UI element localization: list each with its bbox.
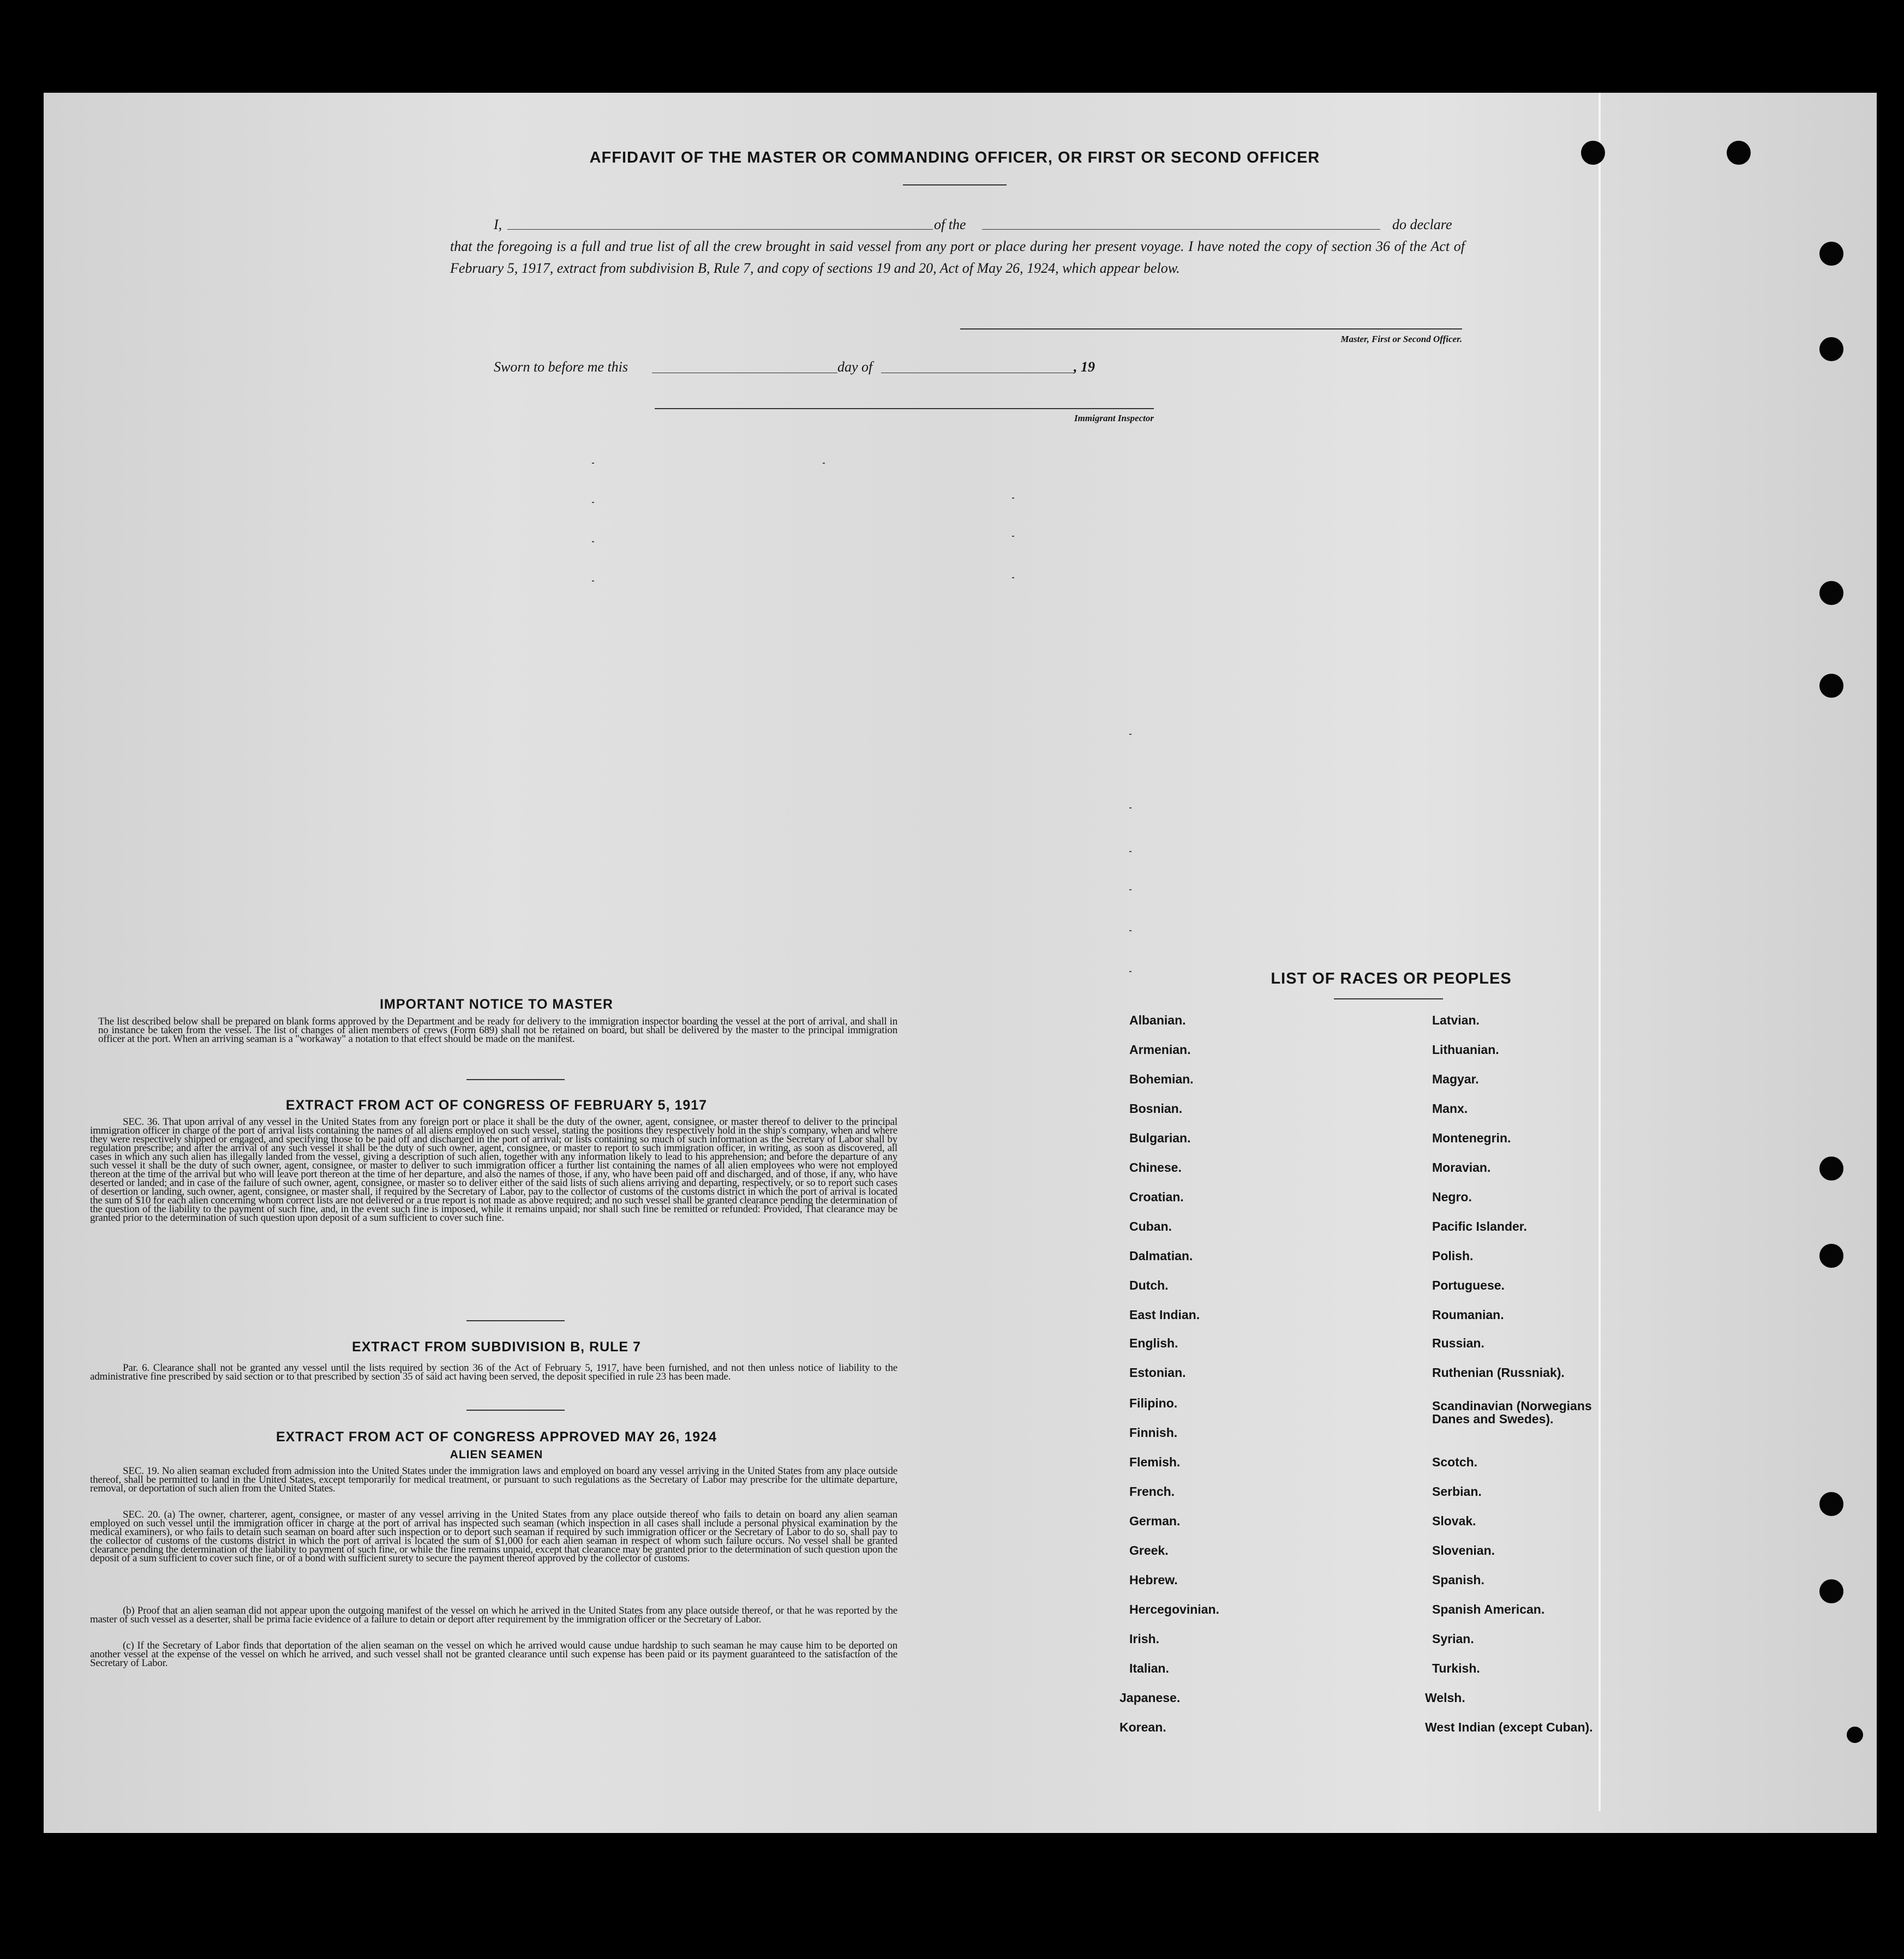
race-item: Japanese. [1119,1691,1181,1705]
binder-hole [1581,141,1605,165]
extract-1917-title: EXTRACT FROM ACT OF CONGRESS OF FEBRUARY 5, 1917 [285,1098,708,1113]
race-item: Pacific Islander. [1432,1219,1527,1233]
race-item: Syrian. [1432,1632,1474,1646]
bleed-mark [592,541,594,542]
race-item: Lithuanian. [1432,1043,1499,1057]
extract-1917-text: SEC. 36. That upon arrival of any vessel in the United States from any foreign port or place it shall be the duty of the owner, agent, consignee, or master thereof to deliver to the principal immigration officer in charge of the port of arrival lists containing the names of all aliens employed on such vessel, stating the positions they respectively hold in the ship's company, when and where they were respectively shipped or engaged, and specifying those to be paid off and discharged in the port of arrival; or lists containing so much of such information as the Secretary of Labor shall by regulation prescribe; and after the arrival of any such vessel it shall be the duty of such owner, agent, consignee, or master to report to such immigration officer, in writing, as soon as discovered, all cases in which any such alien has illegally landed from the vessel, giving a description of such alien, together with any information likely to lead to his apprehension; and before the departure of any such vessel it shall be the duty of such owner, agent, consignee, or master to deliver to such immigration officer a further list containing the names of all alien employees who were not employed thereon at the time of the arrival but who will leave port thereon at the time of her departure, and also the names of those, if any, who have been paid off and discharged, and of those, if any, who have deserted or landed; and in case of the failure of such owner, agent, consignee, or master so to deliver either of the said lists of such aliens arriving and departing, respectively, or so to report such cases of desertion or landing, such owner, agent, consignee, or master shall, if required by the Secretary of Labor, pay to the collector of customs of the customs district in which the port of arrival is located the sum of $10 for each alien concerning whom correct lists are not delivered or a true report is not made as above required; and no such vessel shall be granted clearance pending the determination of the question of the liability to the payment of such fine, and, in the event such fine is imposed, while it remains unpaid; nor shall such fine be remitted or refunded: Provided, That clearance may be granted prior to the determination of such question upon deposit of a sum sufficient to cover such fine. [90,1116,897,1224]
race-item: Estonian. [1129,1365,1186,1380]
sec20b-text: (b) Proof that an alien seaman did not appear upon the outgoing manifest of the vessel on which he arrived in the United States from any place outside thereof, or that he was reported by the master of such vessel as a deserter, shall be prima facie evidence of a failure to detain or deport after requirement by the immigration officer or the Secretary of Labor. [90,1605,897,1625]
races-title: LIST OF RACES OR PEOPLES [1271,970,1512,987]
bleed-mark [1129,971,1131,972]
race-item: Cuban. [1129,1219,1172,1233]
race-item: Polish. [1432,1249,1474,1263]
race-item: Dalmatian. [1129,1249,1193,1263]
race-item: Scandinavian (Norwegians Danes and Swedes). [1432,1399,1592,1426]
year-prefix: , 19 [1074,359,1095,375]
binder-hole [1819,1579,1843,1603]
race-item: Italian. [1129,1661,1169,1675]
officer-signature-line [960,328,1462,330]
race-item: Bohemian. [1129,1072,1194,1086]
vessel-blank [982,229,1380,230]
race-item: Montenegrin. [1432,1131,1511,1145]
race-item: Albanian. [1129,1013,1186,1027]
section-divider [466,1320,565,1321]
race-item: Hercegovinian. [1129,1602,1219,1616]
race-item: Bosnian. [1129,1101,1183,1116]
name-blank [507,229,933,230]
race-item: Slovenian. [1432,1543,1495,1557]
binder-hole [1819,674,1843,698]
race-item: Chinese. [1129,1160,1182,1175]
sec20c-text: (c) If the Secretary of Labor finds that deportation of the alien seaman on the vessel on which he arrived would cause undue hardship to such seaman he may cause him to be deported on another vessel at the expense of the vessel on which he arrived, and such vessel shall not be granted clearance until such expense has been paid or its payment guaranteed to the satisfaction of the Secretary of Labor. [90,1640,897,1669]
bleed-mark [1012,498,1014,499]
race-item: Portuguese. [1432,1278,1505,1292]
races-title-underline [1334,998,1443,999]
bleed-mark [1012,577,1014,578]
inspector-signature-line [655,408,1154,409]
notice-title: IMPORTANT NOTICE TO MASTER [380,997,613,1012]
bleed-mark [1129,889,1131,890]
binder-hole [1819,1492,1843,1516]
race-item: West Indian (except Cuban). [1425,1720,1593,1734]
race-item: Armenian. [1129,1043,1191,1057]
race-item: Negro. [1432,1190,1472,1204]
bleed-mark [1129,734,1131,735]
race-item: Spanish. [1432,1573,1484,1587]
race-item: English. [1129,1336,1178,1350]
section-divider [466,1410,565,1411]
race-item: Irish. [1129,1632,1159,1646]
race-item: Serbian. [1432,1484,1482,1499]
bleed-mark [1129,807,1131,808]
rule7-text: Par. 6. Clearance shall not be granted any vessel until the lists required by section 36 of the Act of February 5, 1917, have been furnished, and not then unless notice of liability to the administrative fine prescribed by said section or to that prescribed by section 35 of said act having been served, the deposit specified in rule 23 has been made. [90,1362,897,1382]
binder-hole [1847,1727,1863,1743]
rule7-title: EXTRACT FROM SUBDIVISION B, RULE 7 [352,1339,641,1355]
affidavit-body: that the foregoing is a full and true list of all the crew brought in said vessel from any port or place during her present voyage. I have noted the copy of section 36 of the Act of February 5, 1917, extract from subdivision B, Rule 7, and copy of sections 19 and 20, Act of May 26, 1924, which appear below. [450,238,1465,276]
binder-hole [1727,141,1751,165]
affidavit-title: AFFIDAVIT OF THE MASTER OR COMMANDING OFFICER, OR FIRST OR SECOND OFFICER [589,149,1320,166]
binder-hole [1819,242,1843,266]
officer-label: Master, First or Second Officer. [1340,334,1462,344]
race-item: Filipino. [1129,1396,1178,1410]
bleed-mark [823,463,825,464]
race-item: East Indian. [1129,1308,1200,1322]
race-item: Manx. [1432,1101,1468,1116]
race-item: Flemish. [1129,1455,1181,1469]
race-item: Slovak. [1432,1514,1476,1528]
affidavit-of-the: of the [934,217,966,232]
affidavit-do-declare: do declare [1392,217,1452,232]
bleed-mark [592,502,594,503]
sec20a-text: SEC. 20. (a) The owner, charterer, agent, consignee, or master of any vessel arriving in the United States from any place outside thereof who fails to detain on board any alien seaman employed on such vessel until the immigration officer in charge at the port of arrival has inspected such seaman (which inspection in all cases shall include a personal physical examination by the medical examiners), or who fails to detain such seaman on board after such inspection or to deport such seaman if required by such immigration officer or the Secretary of Labor to do so, shall pay to the collector of customs of the customs district in which the port of arrival is located the sum of $1,000 for each alien seaman in respect of whom such failure occurs. No vessel shall be granted clearance pending the determination of the liability to payment of such fine, or while the fine remains unpaid, except that clearance may be granted prior to the determination of such question upon the deposit of a sum sufficient to cover such fine, or of a bond with sufficient surety to secure the payment thereof approved by the collector of customs. [90,1509,897,1564]
race-item: Turkish. [1432,1661,1480,1675]
document-sheet [44,93,1877,1833]
bleed-mark [1129,851,1131,852]
binder-hole [1819,1157,1843,1181]
race-item: Croatian. [1129,1190,1184,1204]
bleed-mark [1012,536,1014,537]
race-item: French. [1129,1484,1175,1499]
title-underline [903,184,1007,185]
alien-seamen-subtitle: ALIEN SEAMEN [450,1448,543,1461]
race-item: Ruthenian (Russniak). [1432,1365,1565,1380]
fold-line [1598,93,1601,1811]
race-item: Russian. [1432,1336,1484,1350]
binder-hole [1819,581,1843,605]
affidavit-i: I, [494,217,502,232]
binder-hole [1819,337,1843,361]
race-item: Welsh. [1425,1691,1465,1705]
race-item: Korean. [1119,1720,1166,1734]
race-item: Bulgarian. [1129,1131,1191,1145]
bleed-mark [1129,930,1131,931]
extract-1924-title: EXTRACT FROM ACT OF CONGRESS APPROVED MAY 26, 1924 [276,1429,717,1445]
binder-hole [1819,1244,1843,1268]
bleed-mark [592,463,594,464]
bleed-mark [592,580,594,582]
race-item: Magyar. [1432,1072,1479,1086]
race-item: Greek. [1129,1543,1169,1557]
race-item: Roumanian. [1432,1308,1504,1322]
sworn-text: Sworn to before me this [494,359,628,375]
notice-text: The list described below shall be prepared on blank forms approved by the Department and be ready for delivery to the immigration inspector boarding the vessel at the port of arrival, and shall in no instance be taken from the vessel. The list of changes of alien members of crews (Form 689) shall not be retained on board, but shall be delivered by the master to the principal immigration officer at the port. When an arriving seaman is a "workaway" a notation to that effect should be made on the manifest. [98,1016,897,1045]
race-item: German. [1129,1514,1181,1528]
sec19-text: SEC. 19. No alien seaman excluded from admission into the United States under the immigration laws and employed on board any vessel arriving in the United States from any place outside thereof, shall be permitted to land in the United States, except temporarily for medical treatment, or pursuant to such regulations as the Secretary of Labor may prescribe for the ultimate departure, removal, or deportation of such alien from the United States. [90,1465,897,1494]
race-item: Scotch. [1432,1455,1478,1469]
race-item: Moravian. [1432,1160,1491,1175]
race-item: Finnish. [1129,1425,1178,1440]
race-item: Latvian. [1432,1013,1480,1027]
race-item: Hebrew. [1129,1573,1178,1587]
race-item: Dutch. [1129,1278,1169,1292]
inspector-label: Immigrant Inspector [1074,413,1154,423]
day-of: day of [837,359,873,375]
race-item: Spanish American. [1432,1602,1545,1616]
section-divider [466,1079,565,1080]
